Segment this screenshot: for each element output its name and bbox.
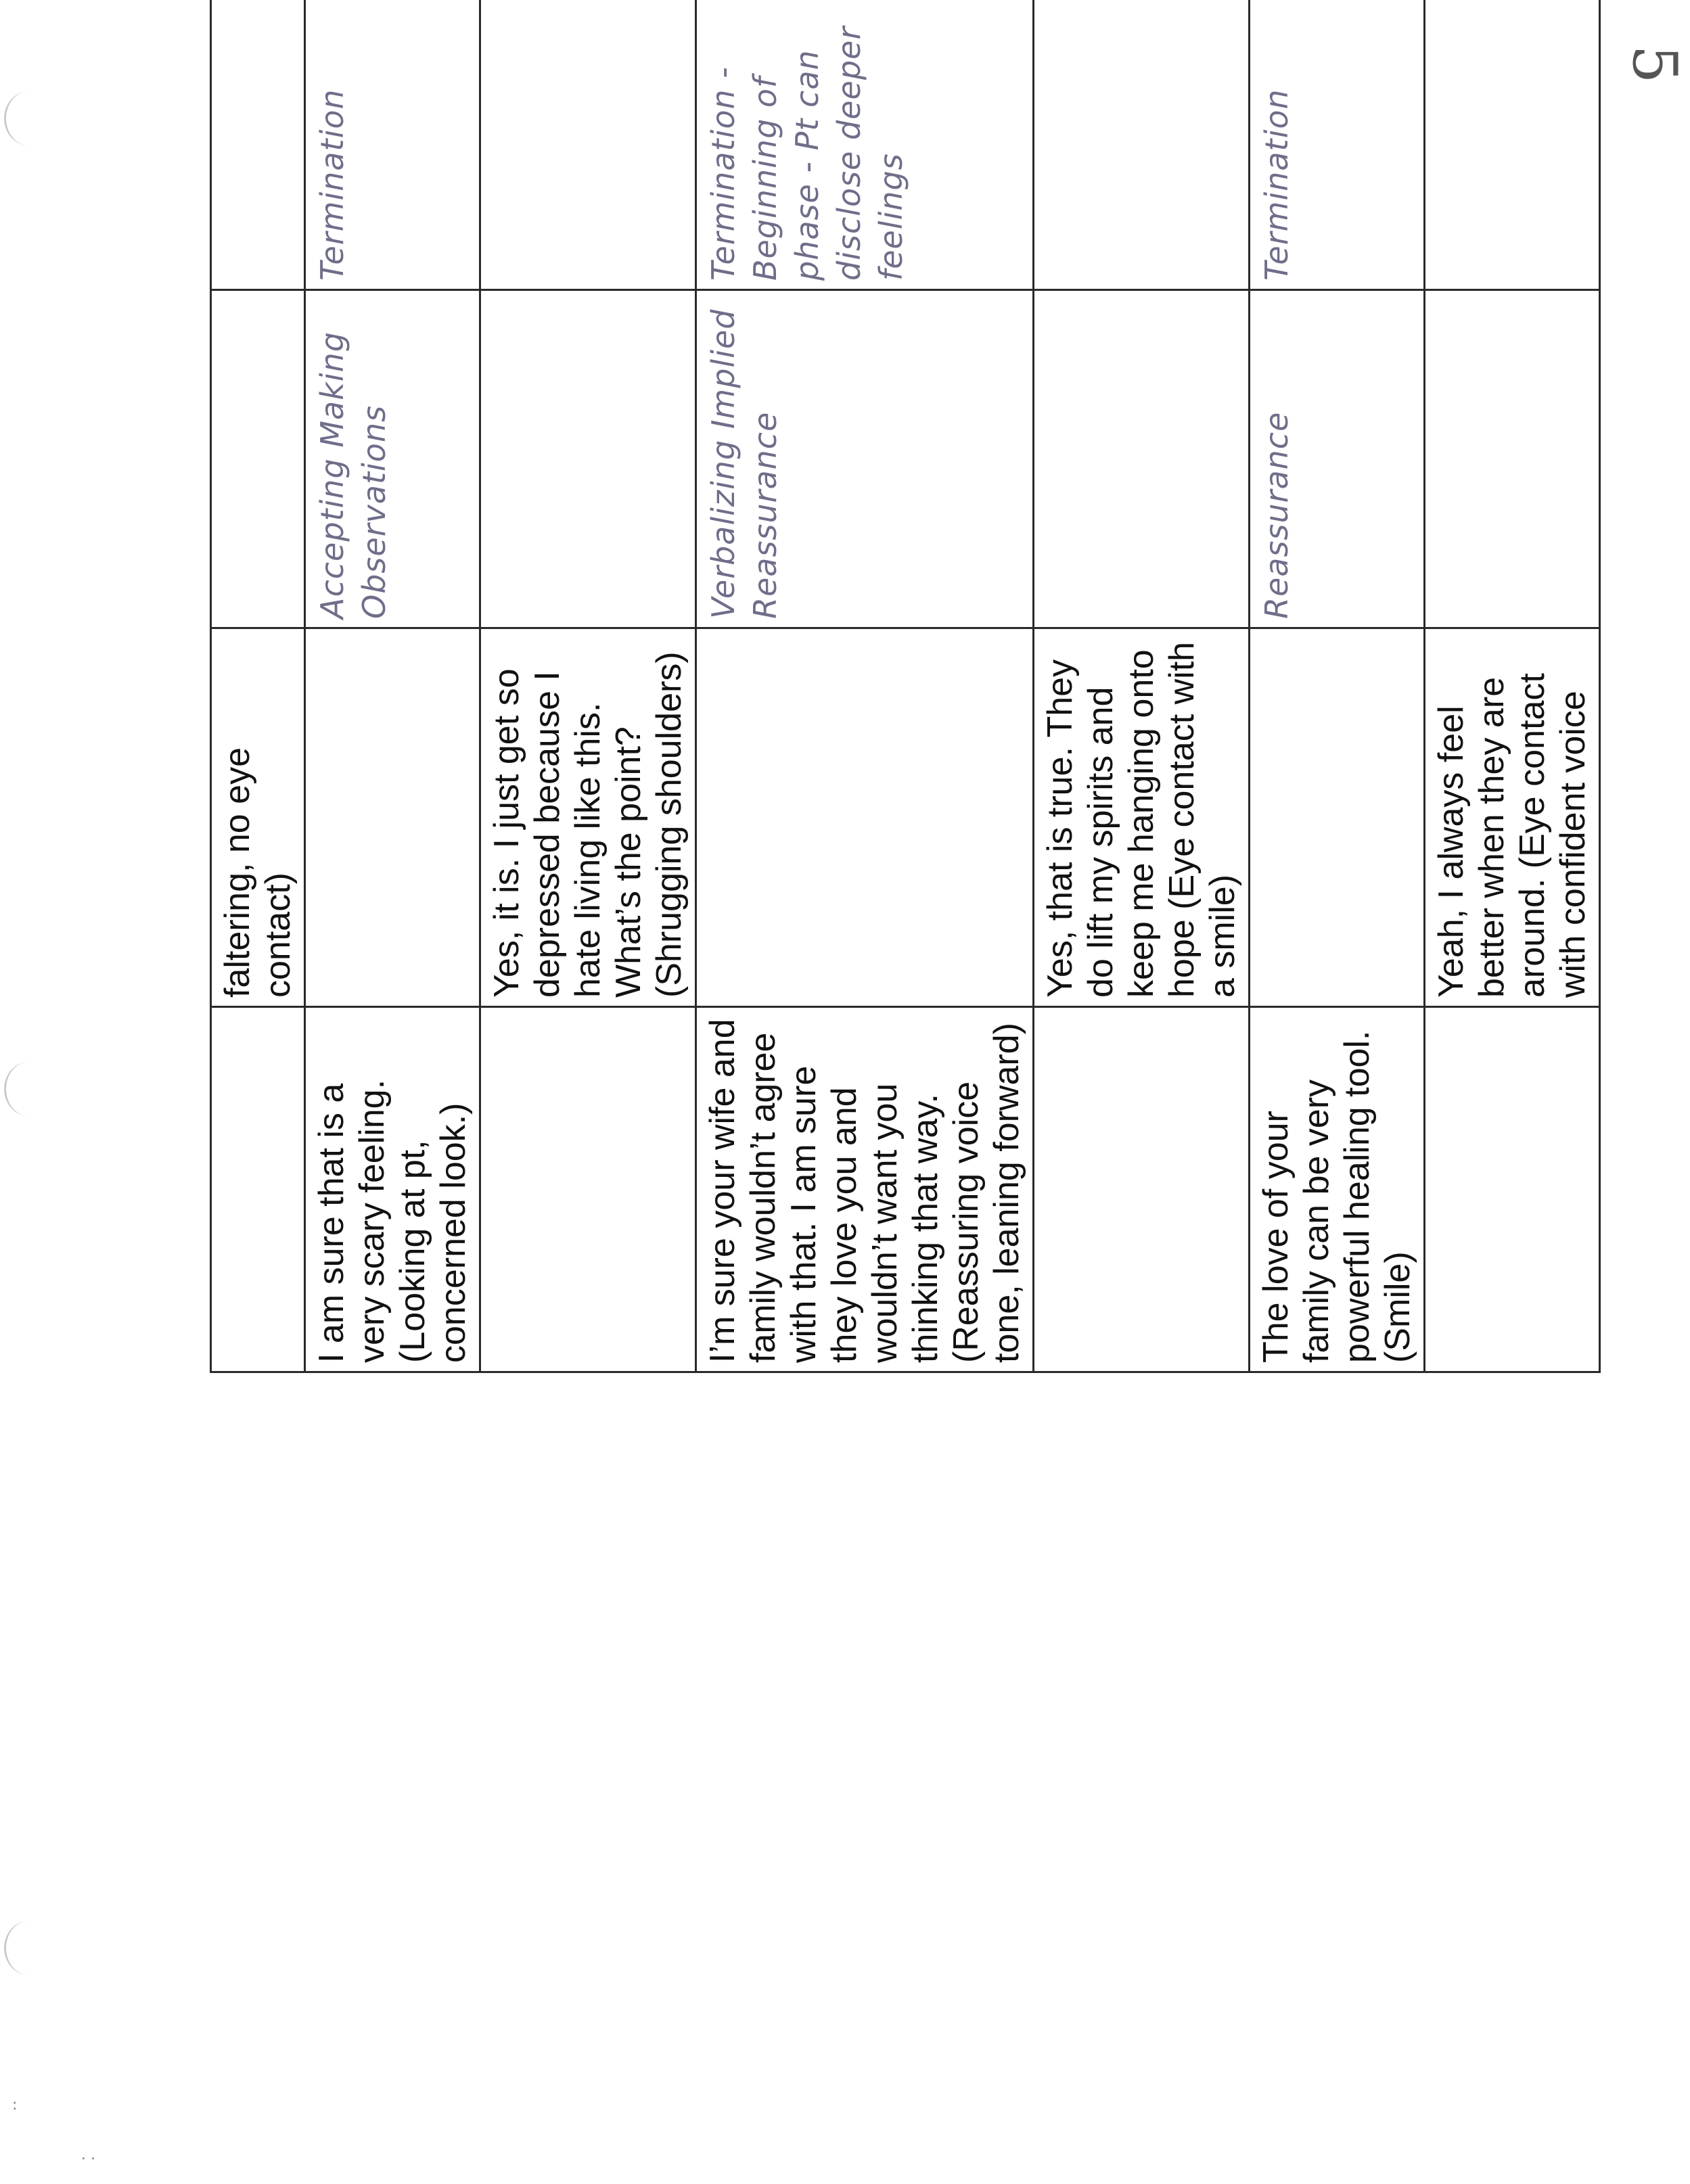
patient-cell bbox=[305, 628, 480, 1007]
technique-cell bbox=[211, 290, 305, 628]
table-row bbox=[480, 0, 696, 1372]
patient-cell: faltering, no eye contact) bbox=[211, 628, 305, 1007]
technique-cell: Reassurance bbox=[1250, 290, 1425, 628]
table-row bbox=[305, 0, 480, 1372]
patient-cell: Yeah, I always feel better when they are around. (Eye contact with confident voice bbox=[1425, 628, 1600, 1007]
phase-cell bbox=[1034, 0, 1250, 290]
process-recording-table-rotated bbox=[210, 0, 1593, 1373]
process-recording-table-region bbox=[210, 26, 1593, 2049]
table-row bbox=[1425, 0, 1600, 1372]
nurse-cell bbox=[1034, 1007, 1250, 1372]
punch-hole-mark bbox=[4, 1062, 53, 1116]
page-number: 5 bbox=[1619, 45, 1690, 84]
technique-cell: Verbalizing Implied Reassurance bbox=[696, 290, 1034, 628]
table-row bbox=[1250, 0, 1425, 1372]
table-row bbox=[696, 0, 1034, 1372]
nurse-cell bbox=[211, 1007, 305, 1372]
patient-cell: Yes, that is true. They do lift my spirits and keep me hanging onto hope (Eye contact with a smile) bbox=[1034, 628, 1250, 1007]
phase-cell: Termination bbox=[305, 0, 480, 290]
patient-cell: Yes, it is. I just get so depressed because I hate living like this. What’s the point? (Shrugging shoulders) bbox=[480, 628, 696, 1007]
nurse-cell: The love of your family can be very powerful healing tool. (Smile) bbox=[1250, 1007, 1425, 1372]
punch-hole-mark bbox=[4, 1921, 53, 1975]
phase-cell: Termination - Beginning of phase - Pt can disclose deeper feelings bbox=[696, 0, 1034, 290]
phase-cell bbox=[480, 0, 696, 290]
technique-cell: Accepting Making Observations bbox=[305, 290, 480, 628]
phase-cell bbox=[211, 0, 305, 290]
technique-cell bbox=[1034, 290, 1250, 628]
punch-hole-mark bbox=[4, 91, 53, 145]
table-row bbox=[211, 0, 305, 1372]
nurse-cell bbox=[1425, 1007, 1600, 1372]
nurse-cell: I’m sure your wife and family wouldn’t agree with that. I am sure they love you and wouldn’t want you thinking that way. (Reassuring voice tone, leaning forward) bbox=[696, 1007, 1034, 1372]
scan-speck: · · bbox=[81, 2151, 95, 2168]
technique-cell bbox=[1425, 290, 1600, 628]
table-row bbox=[1034, 0, 1250, 1372]
patient-cell bbox=[696, 628, 1034, 1007]
nurse-cell: I am sure that is a very scary feeling. (Looking at pt, concerned look.) bbox=[305, 1007, 480, 1372]
patient-cell bbox=[1250, 628, 1425, 1007]
phase-cell bbox=[1425, 0, 1600, 290]
technique-cell bbox=[480, 290, 696, 628]
nurse-cell bbox=[480, 1007, 696, 1372]
process-recording-table bbox=[210, 0, 1601, 1373]
phase-cell: Termination bbox=[1250, 0, 1425, 290]
scan-speck: : bbox=[12, 2097, 18, 2114]
